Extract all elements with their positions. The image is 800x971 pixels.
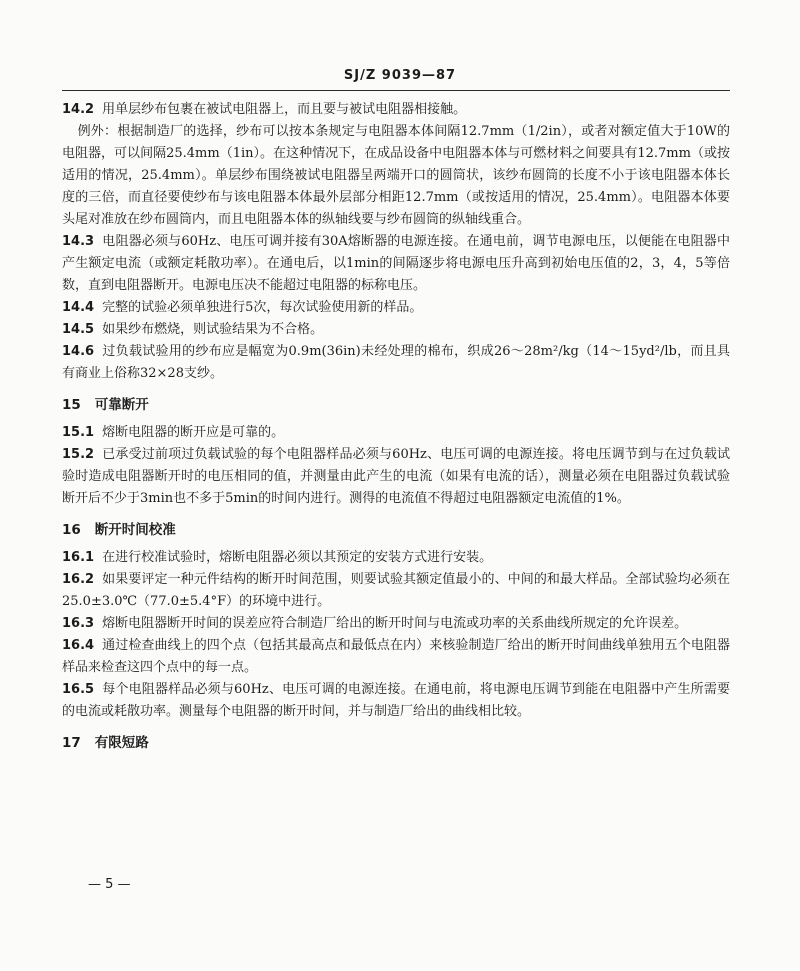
section-number: 16 [62, 522, 81, 538]
clause-number: 16.1 [62, 550, 95, 565]
section-number: 17 [62, 735, 81, 751]
clause-paragraph [62, 444, 730, 510]
clause-paragraph [62, 613, 730, 635]
clause-text: 每个电阻器样品必须与60Hz、电压可调的电源连接。在通电前，将电源电压调节到能在电阻器中产生所需要的电流或耗散功率。测量每个电阻器的断开时间，并与制造厂给出的曲线相比较。 [62, 682, 730, 719]
clause-text: 在进行校准试验时，熔断电阻器必须以其预定的安装方式进行安装。 [102, 550, 493, 565]
clause-number: 14.3 [62, 234, 95, 249]
document-code: SJ/Z 9039—87 [343, 68, 457, 83]
clause-number: 14.2 [62, 102, 95, 117]
clause-text: 如果要评定一种元件结构的断开时间范围，则要试验其额定值最小的、中间的和最大样品。全部试验均必须在25.0±3.0℃（77.0±5.4°F）的环境中进行。 [62, 572, 730, 609]
clause-text: 完整的试验必须单独进行5次，每次试验使用新的样品。 [102, 300, 423, 315]
clause-text: 用单层纱布包裹在被试电阻器上，而且要与被试电阻器相接触。 [102, 102, 467, 117]
clause-text: 已承受过前项过负载试验的每个电阻器样品必须与60Hz、电压可调的电源连接。将电压调节到与在过负载试验时造成电阻器断开时的电压相同的值，并测量由此产生的电流（如果有电流的话），测量必须在电阻器过负载试验断开后不少于3min也不多于5min的时间内进行。测得的电流值不得超过电阻器额定电流值的1%。 [62, 447, 730, 506]
section-number: 15 [62, 397, 81, 413]
page-number: — 5 — [88, 877, 131, 892]
clause-number: 14.6 [62, 344, 95, 359]
clause-number: 16.5 [62, 682, 95, 697]
clause-paragraph [62, 231, 730, 297]
clause-number: 16.4 [62, 638, 95, 653]
clause-paragraph [62, 341, 730, 385]
header-rule [62, 90, 730, 91]
section-heading [62, 732, 730, 754]
section-heading [62, 519, 730, 541]
clause-number: 15.1 [62, 425, 95, 440]
clause-paragraph [62, 297, 730, 319]
clause-paragraph [62, 679, 730, 723]
clause-text: 电阻器必须与60Hz、电压可调并接有30A熔断器的电源连接。在通电前，调节电源电压，以便能在电阻器中产生额定电流（或额定耗散功率）。在通电后，以1min的间隔逐步将电源电压升高到初始电压值的2，3，4，5等倍数，直到电阻器断开。电源电压决不能超过电阻器的标称电压。 [62, 234, 730, 293]
clause-text: 熔断电阻器的断开应是可靠的。 [102, 425, 285, 440]
clause-number: 14.4 [62, 300, 95, 315]
clause-number: 15.2 [62, 447, 95, 462]
section-title: 有限短路 [94, 735, 149, 751]
clause-text: 通过检查曲线上的四个点（包括其最高点和最低点在内）来核验制造厂给出的断开时间曲线单独用五个电阻器样品来检查这四个点中的每一点。 [62, 638, 730, 675]
clause-paragraph [62, 635, 730, 679]
clause-paragraph [62, 422, 730, 444]
section-heading [62, 394, 730, 416]
clause-paragraph [62, 319, 730, 341]
clause-text: 例外：根据制造厂的选择，纱布可以按本条规定与电阻器本体间隔12.7mm（1/2in），或者对额定值大于10W的电阻器，可以间隔25.4mm（1in）。在这种情况下，在成品设备中电阻器本体与可燃材料之间要具有12.7mm（或按适用的情况，25.4mm）。单层纱布围绕被试电阻器呈两端开口的圆筒状，该纱布圆筒的长度不小于该电阻器本体长度的三倍，而直径要使纱布与该电阻器本体最外层部分相距12.7mm（或按适用的情况，25.4mm）。电阻器本体要头尾对准放在纱布圆筒内，而且电阻器本体的纵轴线要与纱布圆筒的纵轴线重合。 [62, 124, 730, 227]
clause-paragraph [62, 569, 730, 613]
clause-number: 14.5 [62, 322, 95, 337]
clause-paragraph [62, 547, 730, 569]
page-body [62, 99, 730, 760]
clause-paragraph [62, 99, 730, 121]
section-title: 断开时间校准 [94, 522, 176, 538]
section-title: 可靠断开 [94, 397, 149, 413]
clause-number: 16.2 [62, 572, 95, 587]
clause-paragraph [62, 121, 730, 231]
clause-text: 如果纱布燃烧，则试验结果为不合格。 [102, 322, 324, 337]
clause-number: 16.3 [62, 616, 95, 631]
clause-text: 过负载试验用的纱布应是幅宽为0.9m(36in)未经处理的棉布，织成26～28m²/kg（14～15yd²/lb，而且具有商业上俗称32×28支纱。 [62, 344, 730, 381]
clause-text: 熔断电阻器断开时间的误差应符合制造厂给出的断开时间与电流或功率的关系曲线所规定的允许误差。 [102, 616, 688, 631]
